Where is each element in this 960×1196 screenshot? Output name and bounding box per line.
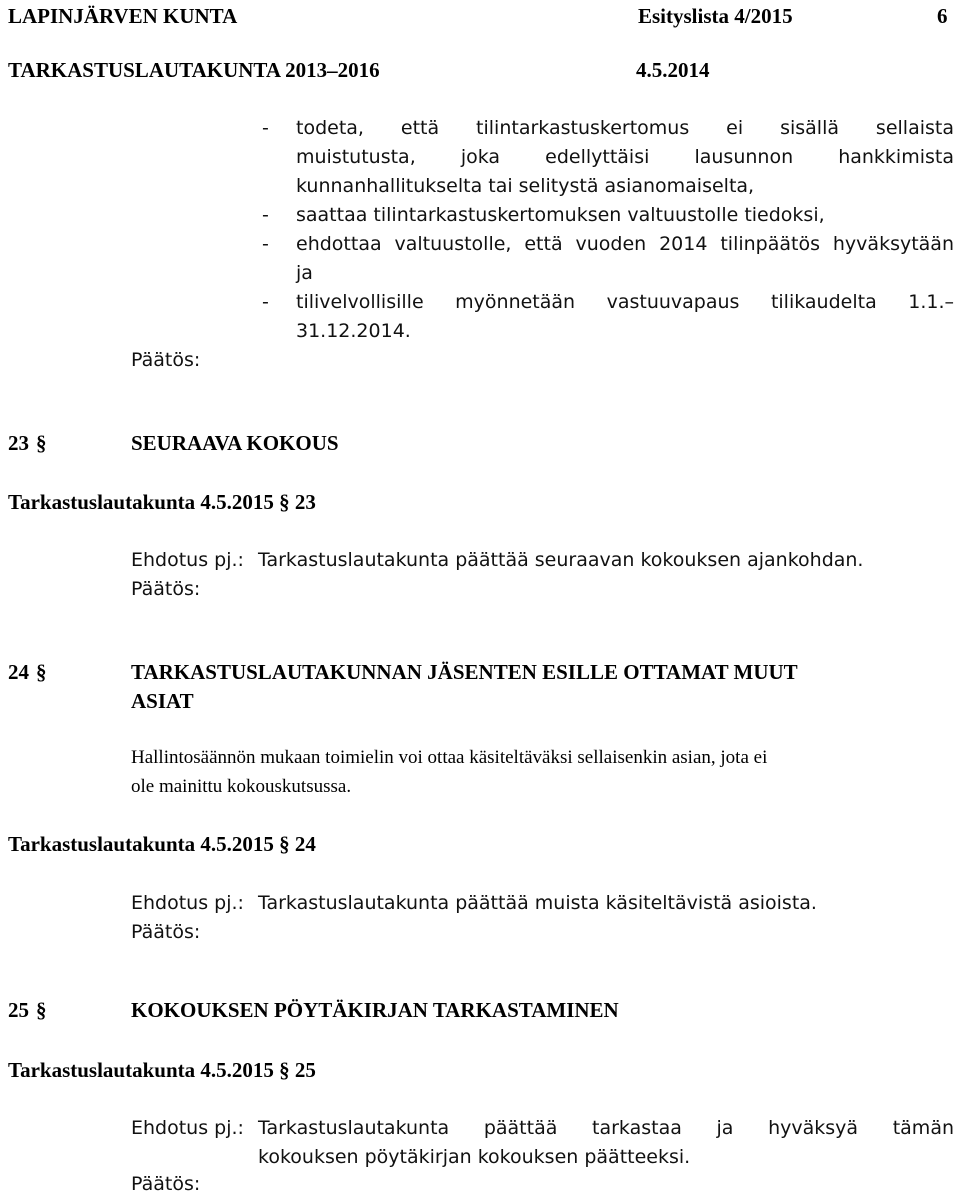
board-reference: Tarkastuslautakunta 4.5.2015 § 25 xyxy=(8,1058,316,1082)
list-item-line: ja xyxy=(296,262,313,284)
list-item-line: saattaa tilintarkastuskertomuksen valtuustolle tiedoksi, xyxy=(296,204,825,226)
org-name: LAPINJÄRVEN KUNTA xyxy=(8,4,238,28)
list-item-line: 31.12.2014. xyxy=(296,320,411,342)
list-dash: - xyxy=(262,291,269,313)
list-item-line: kunnanhallitukselta tai selitystä asianomaiselta, xyxy=(296,175,755,197)
section-number: 23 xyxy=(8,431,29,455)
section-sign-icon: § xyxy=(36,431,47,455)
proposal-text: Tarkastuslautakunta päättää seuraavan kokouksen ajankohdan. xyxy=(258,549,864,571)
section-sign-icon: § xyxy=(36,660,47,684)
section-title: ASIAT xyxy=(131,689,194,713)
board-reference: Tarkastuslautakunta 4.5.2015 § 24 xyxy=(8,832,316,856)
section-title: TARKASTUSLAUTAKUNNAN JÄSENTEN ESILLE OTTAMAT MUUT xyxy=(131,660,798,684)
section-title: SEURAAVA KOKOUS xyxy=(131,431,339,455)
proposal-label: Ehdotus pj.: xyxy=(131,1117,244,1139)
header-date: 4.5.2014 xyxy=(636,58,710,82)
proposal-text: kokouksen pöytäkirjan kokouksen päätteeksi. xyxy=(258,1146,691,1168)
decision-label: Päätös: xyxy=(131,921,201,943)
section-number: 25 xyxy=(8,998,29,1022)
body-text: Hallintosäännön mukaan toimielin voi ottaa käsiteltäväksi sellaisenkin asian, jota ei xyxy=(131,747,768,768)
list-dash: - xyxy=(262,204,269,226)
section-sign-icon: § xyxy=(36,998,47,1022)
section-title: KOKOUKSEN PÖYTÄKIRJAN TARKASTAMINEN xyxy=(131,998,619,1022)
agenda-number: Esityslista 4/2015 xyxy=(638,4,793,28)
decision-label: Päätös: xyxy=(131,349,201,371)
list-item-line: ehdottaa valtuustolle, että vuoden 2014 tilinpäätös hyväksytään xyxy=(296,233,954,255)
list-dash: - xyxy=(262,117,269,139)
proposal-label: Ehdotus pj.: xyxy=(131,549,244,571)
proposal-label: Ehdotus pj.: xyxy=(131,892,244,914)
list-item-line: muistutusta, joka edellyttäisi lausunnon hankkimista xyxy=(296,146,954,168)
page-number: 6 xyxy=(937,4,948,28)
proposal-text: Tarkastuslautakunta päättää tarkastaa ja hyväksyä tämän xyxy=(258,1117,954,1139)
decision-label: Päätös: xyxy=(131,1173,201,1195)
list-item-line: tilivelvollisille myönnetään vastuuvapaus tilikaudelta 1.1.– xyxy=(296,291,954,313)
section-number: 24 xyxy=(8,660,29,684)
board-reference: Tarkastuslautakunta 4.5.2015 § 23 xyxy=(8,490,316,514)
list-item-line: todeta, että tilintarkastuskertomus ei sisällä sellaista xyxy=(296,117,954,139)
decision-label: Päätös: xyxy=(131,578,201,600)
proposal-text: Tarkastuslautakunta päättää muista käsiteltävistä asioista. xyxy=(258,892,817,914)
list-dash: - xyxy=(262,233,269,255)
body-text: ole mainittu kokouskutsussa. xyxy=(131,776,352,797)
board-title: TARKASTUSLAUTAKUNTA 2013–2016 xyxy=(8,58,380,82)
